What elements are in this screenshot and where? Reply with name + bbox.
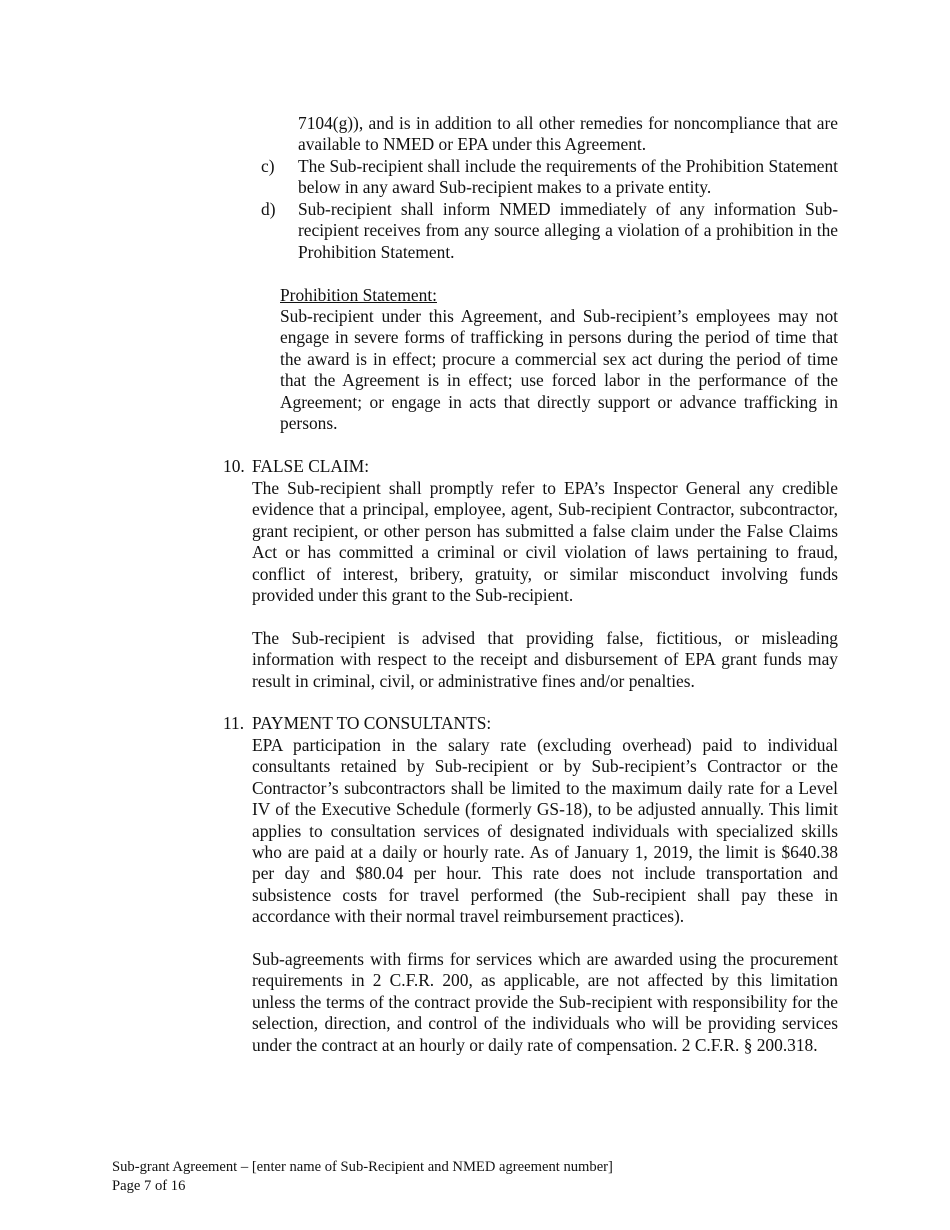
section-10-title: FALSE CLAIM:	[252, 456, 370, 476]
list-item-text: The Sub-recipient shall include the requirements of the Prohibition Statement below in any award Sub-recipient makes to a private entity.	[298, 156, 838, 198]
prohibition-text: Sub-recipient under this Agreement, and Sub-recipient’s employees may not engage in severe forms of trafficking in persons during the period of time that the award is in effect; procure a commercial sex act during the period of time that the Agreement is in effect; use forced labor in the performance of the Agreement; or engage in acts that directly support or advance trafficking in persons.	[280, 306, 838, 434]
footer-agreement-line: Sub-grant Agreement – [enter name of Sub-Recipient and NMED agreement number]	[112, 1159, 613, 1175]
list-item-d	[261, 199, 838, 263]
list-item-c	[261, 156, 838, 199]
page-footer	[112, 1158, 613, 1196]
list-item-label: c)	[261, 156, 275, 176]
section-11-paragraph-2: Sub-agreements with firms for services which are awarded using the procurement requirements in 2 C.F.R. 200, as applicable, are not affected by this limitation unless the terms of the contract provide the Sub-recipient with responsibility for the selection, direction, and control of the individuals who will be providing services under the contract at an hourly or daily rate of compensation. 2 C.F.R. § 200.318.	[252, 949, 838, 1055]
section-10-paragraph-2: The Sub-recipient is advised that providing false, fictitious, or misleading information with respect to the receipt and disbursement of EPA grant funds may result in criminal, civil, or administrative fines and/or penalties.	[252, 628, 838, 691]
footer-page-number: Page 7 of 16	[112, 1178, 186, 1194]
section-10-paragraph-1: The Sub-recipient shall promptly refer to EPA’s Inspector General any credible evidence that a principal, employee, agent, Sub-recipient Contractor, subcontractor, grant recipient, or other person has submitted a false claim under the False Claims Act or has committed a criminal or civil violation of laws pertaining to fraud, conflict of interest, bribery, gratuity, or similar misconduct involving funds provided under this grant to the Sub-recipient.	[252, 478, 838, 606]
prohibition-heading: Prohibition Statement:	[280, 285, 437, 305]
section-11-number: 11.	[223, 713, 245, 733]
section-10-number: 10.	[223, 456, 245, 476]
section-11-title: PAYMENT TO CONSULTANTS:	[252, 713, 492, 733]
list-item-text: Sub-recipient shall inform NMED immediately of any information Sub-recipient receives from any source alleging a violation of a prohibition in the Prohibition Statement.	[298, 199, 838, 262]
section-11-paragraph-1: EPA participation in the salary rate (excluding overhead) paid to individual consultants retained by Sub-recipient or by Sub-recipient’s Contractor or the Contractor’s subcontractors shall be limited to the maximum daily rate for a Level IV of the Executive Schedule (formerly GS-18), to be adjusted annually. This limit applies to consultation services of designated individuals with specialized skills who are paid at a daily or hourly rate. As of January 1, 2019, the limit is $640.38 per day and $80.04 per hour. This rate does not include transportation and subsistence costs for travel performed (the Sub-recipient shall pay these in accordance with their normal travel reimbursement practices).	[252, 735, 838, 927]
list-item-label: d)	[261, 199, 276, 219]
continuation-paragraph: 7104(g)), and is in addition to all other remedies for noncompliance that are available to NMED or EPA under this Agreement.	[298, 113, 838, 155]
